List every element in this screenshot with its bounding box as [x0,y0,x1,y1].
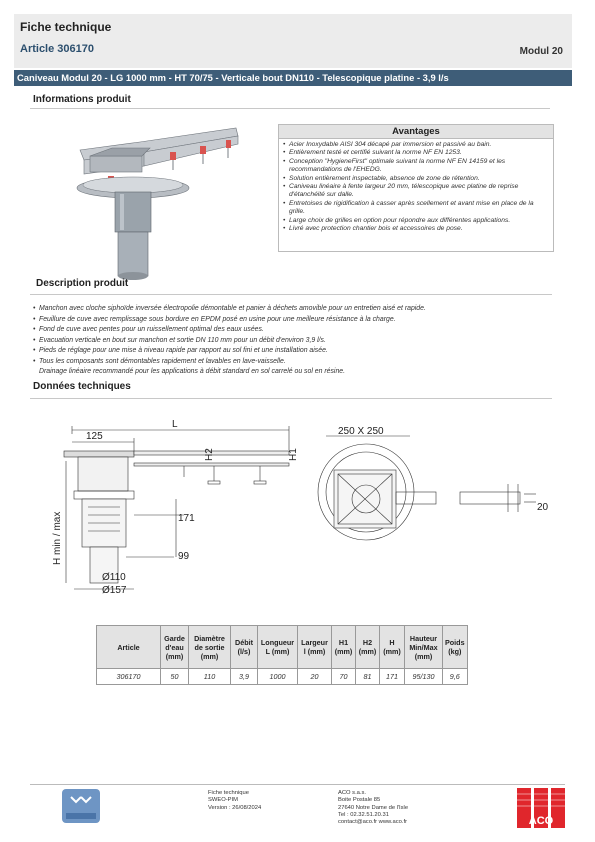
table-cell: 1000 [258,669,298,685]
table-cell: 81 [356,669,380,685]
dim-phi110: Ø110 [102,572,126,583]
footer-line: 27640 Notre Dame de l'Isle [338,804,409,811]
th-hauteur: Hauteur Min/Max (mm) [405,626,443,669]
footer-divider [30,784,565,785]
footer-line: Fiche technique [208,790,249,796]
footer-doc-info [208,790,261,812]
footer-line: Boite Postale 85 [338,797,381,804]
advantage-item: • Entretoises de rigidification à casser après scellement et avant mise en place de la grille. [283,200,549,217]
doc-type: Fiche technique [20,20,112,34]
description-item: Drainage linéaire recommandé pour les applications à débit standard en sol carrelé ou sol en résine. [39,368,346,375]
description-item: • Tous les composants sont démontables rapidement et lavables en lave-vaisselle. [33,357,553,368]
section-description: Description produit [36,278,129,289]
table-cell: 9,6 [443,669,468,685]
dim-H1: H1 [288,448,299,461]
th-h: H (mm) [380,626,405,669]
dim-phi157: Ø157 [102,585,127,595]
article-number: Article 306170 [20,43,94,55]
divider [30,108,550,109]
dim-hminmax: H min / max [52,511,63,565]
th-garde: Garde d'eau (mm) [161,626,189,669]
dim-H2: H2 [204,448,215,461]
section-info: Informations produit [33,94,131,105]
th-largeur: Largeur l (mm) [298,626,332,669]
advantages-title: Avantages [279,125,553,139]
description-list [33,304,553,378]
table-cell: 3,9 [231,669,258,685]
advantage-item: • Conception "HygieneFirst" optimale suivant la norme NF EN 14159 et les recommandations de l'EHEDG. [283,158,549,175]
footer-line: ACO s.a.s. [338,790,367,796]
description-item: • Evacuation verticale en bout sur manchon et sortie DN 110 mm pour un débit d'environ 3,9 l/s. [33,336,553,347]
table-cell: 306170 [97,669,161,685]
description-item: • Feuillure de cuve avec remplissage sous bordure en EPDM posé en usine pour une meilleure résistance à la charge. [33,315,553,326]
table-cell: 110 [189,669,231,685]
aco-logo [517,788,565,828]
product-title: Caniveau Modul 20 - LG 1000 mm - HT 70/75 - Verticale bout DN110 - Telescopique platine - 3,9 l/s [14,70,572,86]
table-cell: 95/130 [405,669,443,685]
table-cell: 20 [298,669,332,685]
th-poids: Poids (kg) [443,626,468,669]
dim-250x250: 250 X 250 [338,426,384,437]
footer-line: contact@aco.fr www.aco.fr [338,819,408,826]
footer-contact [338,790,408,826]
description-item: • Pieds de réglage pour une mise à niveau rapide par rapport au sol fini et une installation aisée. [33,346,553,357]
dim-171: 171 [178,513,195,524]
chevron-icon [62,789,100,823]
dim-20: 20 [537,502,549,513]
description-item: • Fond de cuve avec pentes pour un ruissellement optimal des eaux usées. [33,325,553,336]
product-image [60,122,250,284]
dim-99: 99 [178,551,190,562]
footer-line: SWEO-PIM [208,797,238,804]
th-h2: H2 (mm) [356,626,380,669]
footer-line: Tel : 02.32.51.20.31 [338,811,389,818]
specs-table [96,625,468,685]
th-longueur: Longueur L (mm) [258,626,298,669]
modul-label: Modul 20 [519,46,563,57]
advantage-item: • Livré avec protection chantier bois et accessoires de pose. [283,225,549,233]
th-diametre: Diamètre de sortie (mm) [189,626,231,669]
footer-line: Version : 26/08/2024 [208,804,262,811]
table-cell: 171 [380,669,405,685]
advantage-item: • Entièrement testé et certifié suivant la norme NF EN 1253. [283,149,549,157]
divider [30,294,552,295]
advantages-box [278,124,554,252]
table-cell: 50 [161,669,189,685]
advantage-item: • Caniveau linéaire à fente largeur 20 mm, télescopique avec platine de reprise d'étanchéité sur dalle. [283,183,549,200]
th-article: Article [97,626,161,669]
section-technical: Données techniques [33,381,131,392]
advantage-item: • Acier Inoxydable AISI 304 décapé par immersion et passivé au bain. [283,141,549,149]
description-item: • Manchon avec cloche siphoïde inversée électropolie démontable et panier à déchets amovible pour un entretien aisé et rapide. [33,304,553,315]
dim-125: 125 [86,431,103,442]
table-cell: 70 [332,669,356,685]
advantage-item: • Solution entièrement inspectable, absence de zone de rétention. [283,175,549,183]
divider [30,398,552,399]
table-row [97,669,468,685]
aco-logo-text: ACO [528,815,554,827]
th-h1: H1 (mm) [332,626,356,669]
advantage-item: • Large choix de grilles en option pour répondre aux différentes applications. [283,217,549,225]
dim-L: L [172,419,178,430]
side-view-drawing [44,415,304,595]
aco-product-logo [62,789,100,823]
th-debit: Débit (l/s) [231,626,258,669]
top-view-drawing [300,422,555,562]
